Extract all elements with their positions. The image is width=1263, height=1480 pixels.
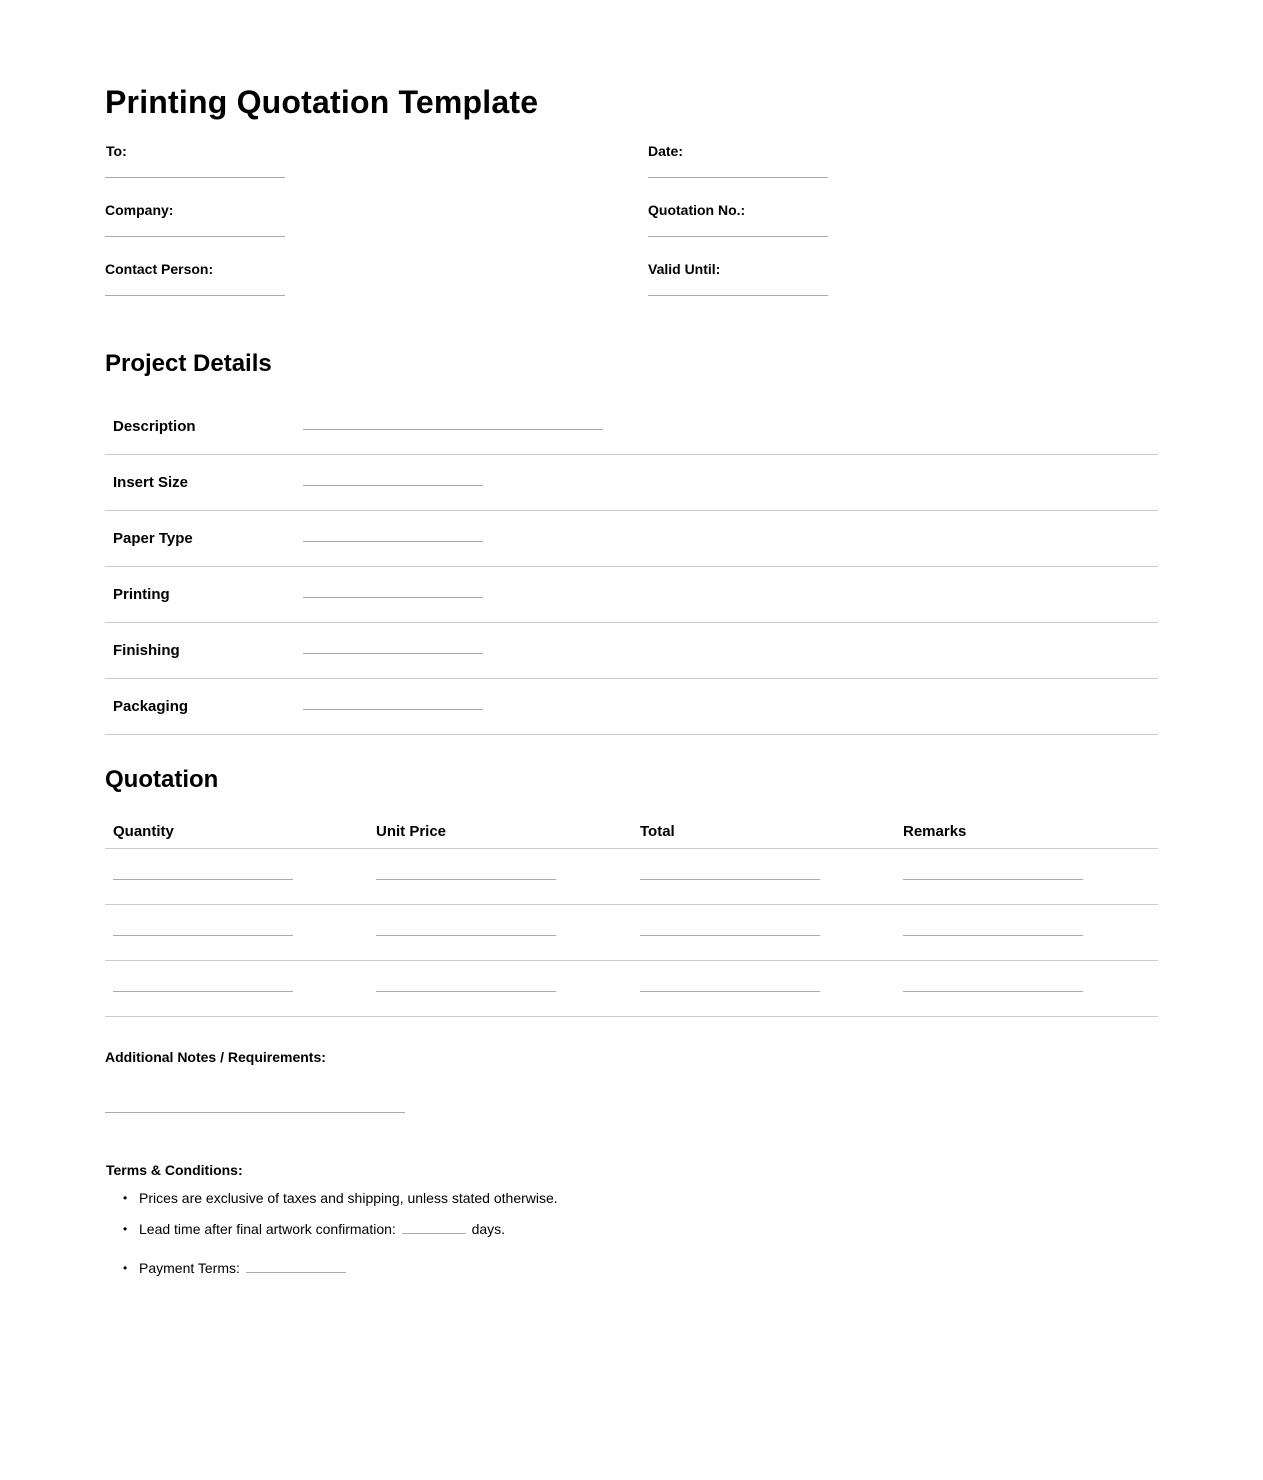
additional-notes-label: Additional Notes / Requirements: bbox=[105, 1049, 326, 1065]
quotation-no-input[interactable] bbox=[648, 236, 828, 237]
valid-until-input[interactable] bbox=[648, 295, 828, 296]
row-label: Insert Size bbox=[113, 474, 189, 491]
table-row bbox=[105, 905, 1158, 961]
term-item-prices bbox=[139, 1189, 558, 1207]
project-row-printing bbox=[105, 567, 1158, 623]
paper-type-input[interactable] bbox=[303, 541, 483, 542]
term-text: Payment Terms: bbox=[139, 1260, 240, 1276]
column-header-unit-price: Unit Price bbox=[376, 823, 447, 840]
contact-person-input[interactable] bbox=[105, 295, 285, 296]
column-header-total: Total bbox=[640, 823, 675, 840]
company-input[interactable] bbox=[105, 236, 285, 237]
contact-person-label: Contact Person: bbox=[105, 261, 214, 277]
column-header-quantity: Quantity bbox=[113, 823, 174, 840]
quotation-table-header bbox=[105, 816, 1158, 849]
company-field bbox=[105, 202, 285, 218]
to-input[interactable] bbox=[105, 177, 285, 178]
total-input[interactable] bbox=[640, 879, 820, 880]
row-label: Packaging bbox=[113, 698, 189, 715]
project-details-heading: Project Details bbox=[105, 350, 272, 377]
term-text: Prices are exclusive of taxes and shipping, unless stated otherwise. bbox=[139, 1190, 558, 1206]
description-input[interactable] bbox=[303, 429, 603, 430]
terms-heading: Terms & Conditions: bbox=[106, 1162, 243, 1178]
row-label: Printing bbox=[113, 586, 170, 603]
unit-price-input[interactable] bbox=[376, 879, 556, 880]
packaging-input[interactable] bbox=[303, 709, 483, 710]
project-row-packaging bbox=[105, 679, 1158, 735]
quantity-input[interactable] bbox=[113, 935, 293, 936]
contact-person-field bbox=[105, 261, 285, 277]
finishing-input[interactable] bbox=[303, 653, 483, 654]
date-input[interactable] bbox=[648, 177, 828, 178]
quantity-input[interactable] bbox=[113, 879, 293, 880]
column-header-remarks: Remarks bbox=[903, 823, 967, 840]
term-item-lead-time bbox=[139, 1220, 505, 1238]
date-label: Date: bbox=[648, 143, 684, 159]
table-row bbox=[105, 961, 1158, 1017]
insert-size-input[interactable] bbox=[303, 485, 483, 486]
unit-price-input[interactable] bbox=[376, 935, 556, 936]
row-label: Finishing bbox=[113, 642, 180, 659]
lead-time-days-input[interactable] bbox=[402, 1221, 466, 1234]
row-label: Description bbox=[113, 418, 196, 435]
project-row-description bbox=[105, 399, 1158, 455]
project-row-insert-size bbox=[105, 455, 1158, 511]
printing-input[interactable] bbox=[303, 597, 483, 598]
project-row-finishing bbox=[105, 623, 1158, 679]
remarks-input[interactable] bbox=[903, 879, 1083, 880]
project-details-table bbox=[105, 399, 1158, 735]
payment-terms-input[interactable] bbox=[246, 1260, 346, 1273]
page-title: Printing Quotation Template bbox=[105, 84, 539, 120]
to-label: To: bbox=[106, 143, 127, 159]
company-label: Company: bbox=[105, 202, 174, 218]
term-text: Lead time after final artwork confirmation: bbox=[139, 1221, 396, 1237]
to-field bbox=[106, 143, 286, 159]
valid-until-label: Valid Until: bbox=[648, 261, 721, 277]
total-input[interactable] bbox=[640, 935, 820, 936]
unit-price-input[interactable] bbox=[376, 991, 556, 992]
term-item-payment bbox=[139, 1259, 348, 1277]
row-label: Paper Type bbox=[113, 530, 193, 547]
quotation-no-label: Quotation No.: bbox=[648, 202, 746, 218]
quotation-table bbox=[105, 816, 1158, 1017]
table-row bbox=[105, 849, 1158, 905]
date-field bbox=[648, 143, 828, 159]
term-suffix: days. bbox=[471, 1221, 506, 1237]
quantity-input[interactable] bbox=[113, 991, 293, 992]
remarks-input[interactable] bbox=[903, 991, 1083, 992]
project-row-paper-type bbox=[105, 511, 1158, 567]
additional-notes-input[interactable] bbox=[105, 1112, 405, 1113]
valid-until-field bbox=[648, 261, 828, 277]
quotation-no-field bbox=[648, 202, 828, 218]
total-input[interactable] bbox=[640, 991, 820, 992]
remarks-input[interactable] bbox=[903, 935, 1083, 936]
quotation-heading: Quotation bbox=[105, 766, 219, 793]
